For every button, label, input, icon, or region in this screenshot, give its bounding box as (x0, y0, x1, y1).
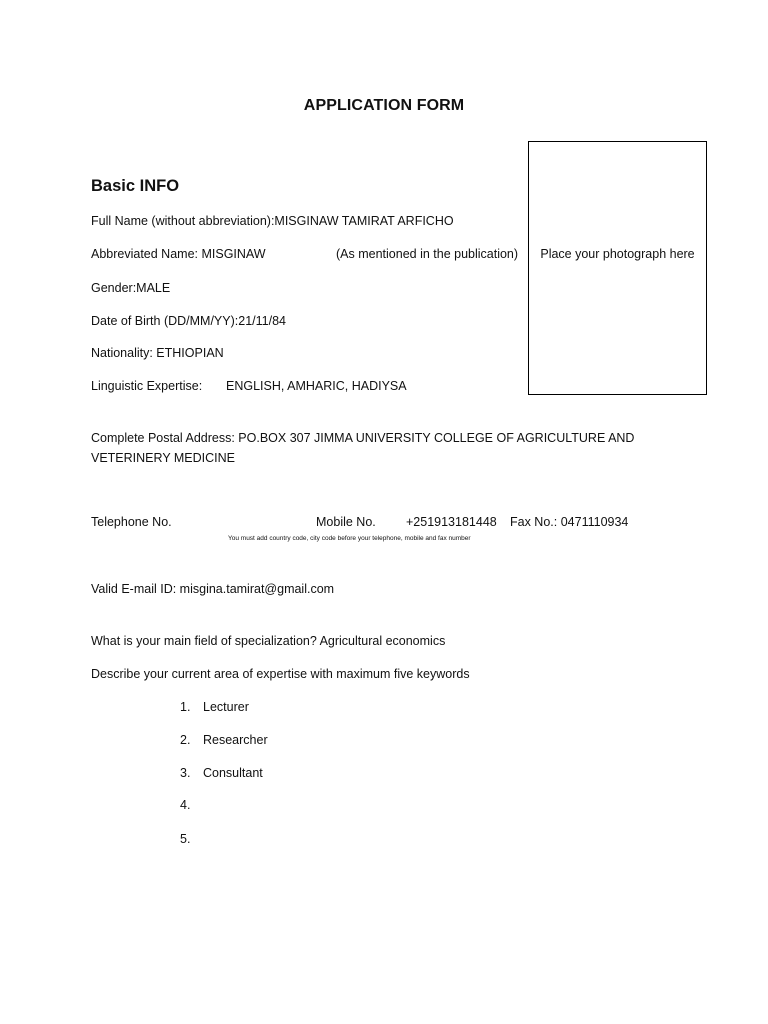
abbreviated-name-note: (As mentioned in the publication) (336, 247, 519, 261)
keyword-number: 1. (180, 700, 191, 714)
keyword-text: Researcher (203, 733, 268, 747)
fax-field: Fax No.: 0471110934 (510, 515, 629, 529)
telephone-label: Telephone No. (91, 515, 172, 529)
phone-format-note: You must add country code, city code before your telephone, mobile and fax number (228, 535, 471, 542)
postal-address-field: Complete Postal Address: PO.BOX 307 JIMMA UNIVERSITY COLLEGE OF AGRICULTURE AND VETERINERY MEDICINE (91, 431, 635, 465)
form-title: APPLICATION FORM (303, 97, 465, 114)
keyword-text: Lecturer (203, 700, 249, 714)
keyword-number: 2. (180, 733, 191, 747)
photo-placeholder-box[interactable] (528, 141, 707, 395)
keyword-text: Consultant (203, 766, 263, 780)
mobile-label: Mobile No. (316, 515, 376, 529)
linguistic-expertise-value: ENGLISH, AMHARIC, HADIYSA (226, 379, 407, 393)
full-name-field: Full Name (without abbreviation):MISGINAW TAMIRAT ARFICHO (91, 214, 454, 228)
date-of-birth-field: Date of Birth (DD/MM/YY):21/11/84 (91, 314, 286, 328)
abbreviated-name-field: Abbreviated Name: MISGINAW (91, 247, 266, 261)
linguistic-expertise-label: Linguistic Expertise: (91, 379, 203, 393)
keyword-number: 3. (180, 766, 191, 780)
specialization-field: What is your main field of specialization? Agricultural economics (91, 634, 446, 648)
gender-field: Gender:MALE (91, 281, 171, 295)
keyword-number: 5. (180, 832, 191, 846)
photo-placeholder-label: Place your photograph here (540, 247, 695, 261)
nationality-field: Nationality: ETHIOPIAN (91, 346, 224, 360)
mobile-value: +251913181448 (406, 515, 497, 529)
email-field: Valid E-mail ID: misgina.tamirat@gmail.com (91, 582, 335, 596)
keyword-number: 4. (180, 798, 191, 812)
section-heading-basic-info: Basic INFO (91, 177, 180, 195)
expertise-prompt: Describe your current area of expertise with maximum five keywords (91, 667, 470, 681)
